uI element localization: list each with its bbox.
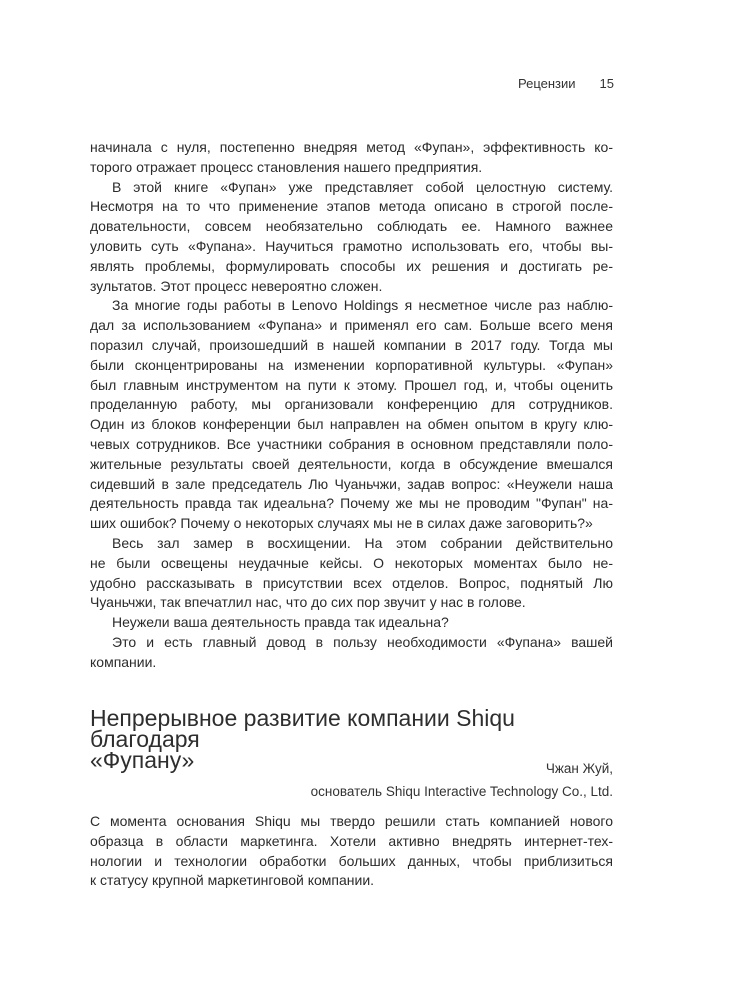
text-line: были сконцентрированы на изменении корпоративной культуры. «Фупан» — [90, 356, 613, 373]
paragraph — [90, 138, 613, 178]
running-head-section: Рецензии — [518, 76, 576, 91]
text-line: был главным инструментом на пути к этому. Прошел год, и, чтобы оценить — [90, 376, 613, 393]
paragraph — [90, 613, 613, 633]
text-line: Чуаньчжи, так впечатлил нас, что до сих пор звучит у нас в голове. — [90, 594, 526, 611]
text-line: Неужели ваша деятельность правда так идеальна? — [112, 614, 449, 631]
text-line: В этой книге «Фупан» уже представляет собой целостную систему. — [112, 178, 613, 195]
text-line: поразил случай, произошедший в нашей компании в 2017 году. Тогда мы — [90, 336, 613, 353]
author-attribution — [311, 757, 613, 803]
paragraph — [90, 296, 613, 534]
text-line: начинала с нуля, постепенно внедряя метод «Фупан», эффективность ко- — [90, 139, 613, 155]
text-line: образца в области маркетинга. Хотели активно внедрять интернет-тех- — [90, 832, 613, 849]
text-line: За многие годы работы в Lenovo Holdings я несметное числе раз наблю- — [112, 297, 613, 314]
text-line: к статусу крупной маркетинговой компании. — [90, 872, 375, 889]
text-line: компании. — [90, 653, 157, 670]
text-line: деятельность правда так идеальна? Почему же мы не проводим "Фупан" на- — [90, 495, 613, 512]
review-text-section-1 — [90, 138, 613, 673]
text-line: Несмотря на то что применение этапов метода описано в строгой после- — [90, 198, 613, 215]
text-line: Один из блоков конференции был направлен на обмен опытом в кругу клю- — [90, 416, 613, 433]
section-heading-line: Непрерывное развитие компании Shiqu благодаря — [90, 705, 515, 752]
text-line: проделанную работу, мы организовали конференцию для сотрудников. — [90, 396, 613, 413]
text-line: чевых сотрудников. Все участники собрания в основном представляли поло- — [90, 435, 613, 452]
text-line: удобно рассказывать в присутствии всех отделов. Вопрос, поднятый Лю — [90, 574, 613, 591]
text-line: Это и есть главный довод в пользу необходимости «Фупана» вашей — [112, 633, 613, 650]
page-number: 15 — [599, 76, 614, 91]
section-heading-line: «Фупану» — [90, 747, 195, 773]
text-line: торого отражает процесс становления нашего предприятия. — [90, 158, 483, 175]
text-line: сидевший в зале председатель Лю Чуаньчжи, задав вопрос: «Неужели наша — [90, 475, 613, 492]
text-line: С момента основания Shiqu мы твердо решили стать компанией нового — [90, 813, 613, 829]
running-head — [518, 76, 614, 91]
text-line: зультатов. Этот процесс невероятно сложен. — [90, 277, 383, 294]
text-line: уловить суть «Фупана». Научиться грамотно использовать его, чтобы вы- — [90, 237, 613, 254]
text-line: ших ошибок? Почему о некоторых случаях мы не в силах даже заговорить?» — [90, 515, 593, 532]
paragraph — [90, 534, 613, 613]
text-line: довательности, совсем необязательно соблюдать ее. Намного важнее — [90, 218, 613, 235]
review-text-section-2 — [90, 812, 613, 891]
paragraph — [90, 812, 613, 891]
author-title: основатель Shiqu Interactive Technology Co., Ltd. — [310, 784, 613, 799]
text-line: дал за использованием «Фупана» и применял его сам. Больше всего меня — [90, 317, 613, 334]
text-line: не были освещены неудачные кейсы. О некоторых моментах было не- — [90, 554, 613, 571]
paragraph — [90, 633, 613, 673]
paragraph — [90, 178, 613, 297]
text-line: жительные результаты своей деятельности, когда в обсуждение вмешался — [90, 455, 613, 472]
text-line: Весь зал замер в восхищении. На этом собрании действительно — [112, 534, 613, 551]
text-line: нологии и технологии обработки больших данных, чтобы приблизиться — [90, 852, 613, 869]
text-line: являть проблемы, формулировать способы их решения и достигать ре- — [90, 257, 613, 274]
author-name: Чжан Жуй, — [545, 761, 613, 776]
